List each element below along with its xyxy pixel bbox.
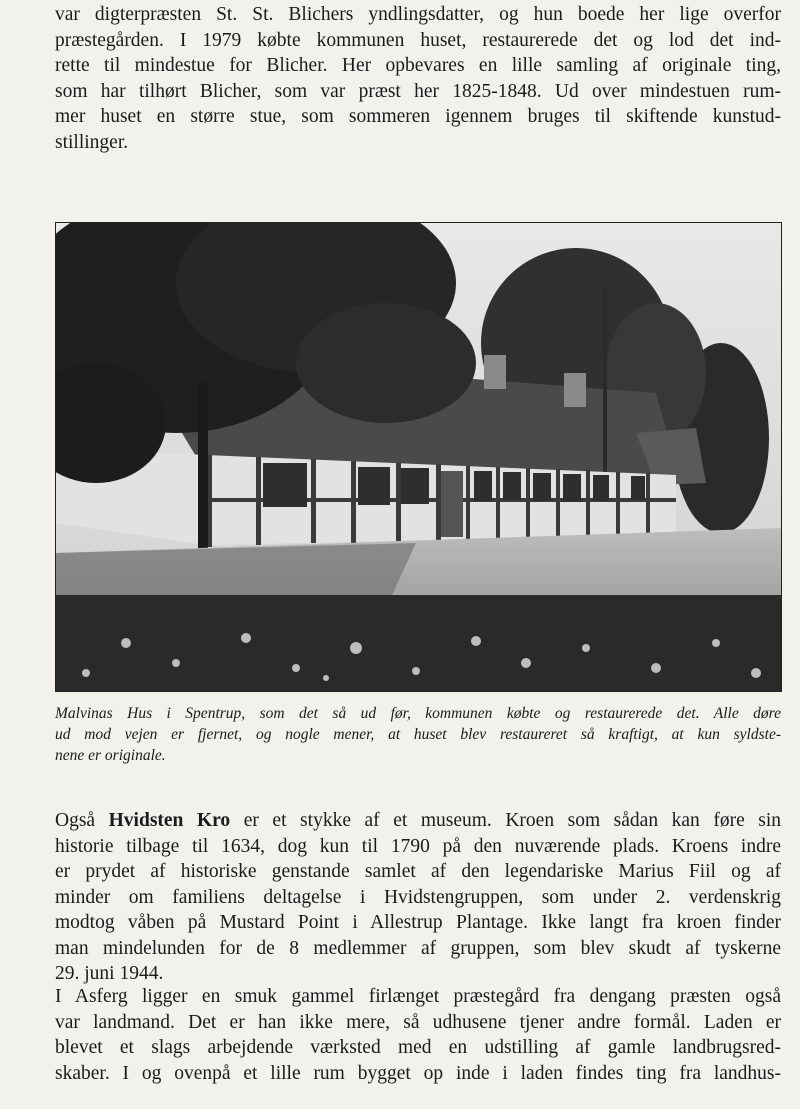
text-line: rette til mindestue for Blicher. Her opbevares en lille samling af originale ting, [55, 55, 781, 76]
caption-line: Malvinas Hus i Spentrup, som det så ud før, kommunen købte og restaurerede det. Alle døre [55, 705, 781, 722]
photo-malvinas-hus [55, 222, 782, 692]
text-line: præstegården. I 1979 købte kommunen huset, restaurerede det og lod det ind- [55, 29, 781, 51]
text-line: minder om familiens deltagelse i Hvidstengruppen, som under 2. verdenskrig [55, 886, 781, 908]
text-line: mer huset en større stue, som sommeren igennem bruges til skiftende kunstud- [55, 106, 781, 127]
paragraph-asferg [55, 984, 781, 1086]
text-line: var digterpræsten St. St. Blichers yndlingsdatter, og hun boede her lige overfor [55, 4, 781, 25]
text-line: er prydet af historiske genstande samlet af den legendariske Marius Fiil og af [55, 861, 781, 882]
text-line: historie tilbage til 1634, dog kun til 1790 på den nuværende plads. Kroens indre [55, 835, 781, 857]
text-line: man mindelunden for de 8 medlemmer af gruppen, som blev skudt af tyskerne [55, 937, 781, 959]
text-line [55, 808, 781, 834]
text-fragment: Også [55, 810, 109, 831]
paragraph-blicher [55, 2, 781, 155]
photo-caption [55, 703, 781, 766]
text-line: skaber. I og ovenpå et lille rum bygget op inde i laden findes ting fra landhus- [55, 1062, 781, 1084]
text-line: I Asferg ligger en smuk gammel firlænget præstegård fra dengang præsten også [55, 986, 781, 1007]
text-line: som har tilhørt Blicher, som var præst her 1825-1848. Ud over mindestuen rum- [55, 80, 781, 102]
text-line: modtog våben på Mustard Point i Allestrup Plantage. Ikke langt fra kroen finder [55, 912, 781, 933]
text-line: stillinger. [55, 131, 129, 153]
paragraph-hvidsten-kro [55, 808, 781, 987]
house-photo-illustration [56, 223, 781, 691]
caption-line: ud mod vejen er fjernet, og nogle mener, at huset blev restaureret så kraftigt, at kun syldste- [55, 726, 781, 743]
text-fragment: er et stykke af et museum. Kroen som sådan kan føre sin [230, 810, 782, 831]
text-line: var landmand. Det er han ikke mere, så udhusene tjener andre formål. Laden er [55, 1011, 781, 1033]
caption-line: nene er originale. [55, 747, 166, 764]
text-line: blevet et slags arbejdende værksted med en udstilling af gamle landbrugsred- [55, 1037, 781, 1058]
text-line: 29. juni 1944. [55, 963, 164, 984]
bold-term: Hvidsten Kro [108, 810, 231, 831]
